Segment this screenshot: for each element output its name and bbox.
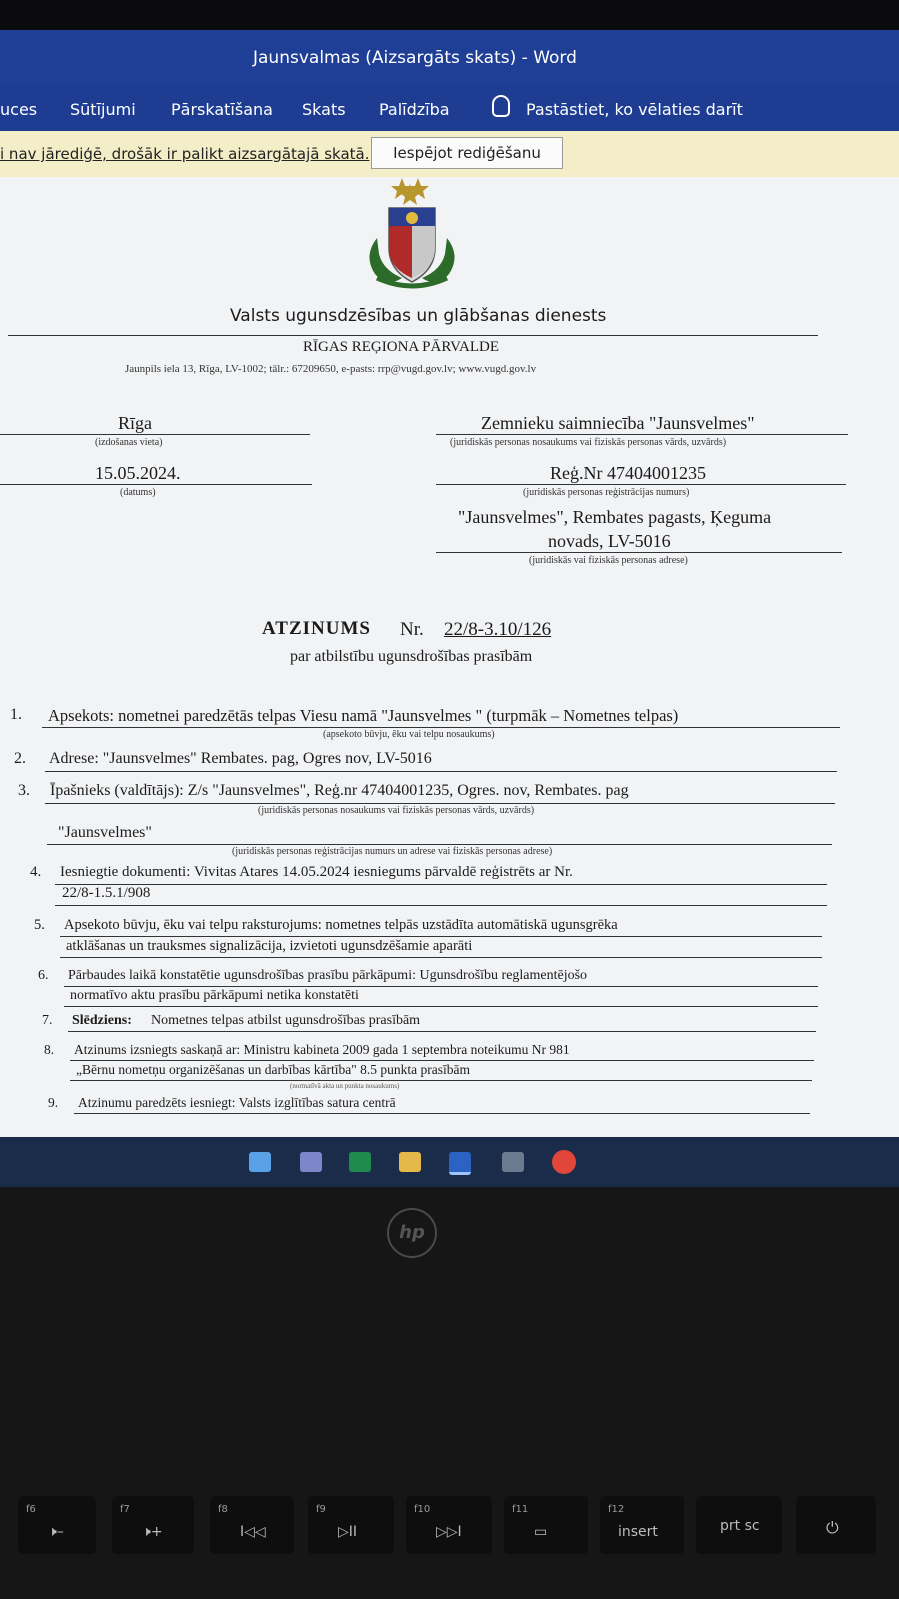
key-power[interactable]: ⏻ bbox=[796, 1496, 876, 1554]
item-line bbox=[70, 1060, 814, 1061]
item-1-text: Apsekots: nometnei paredzētās telpas Viesu namā "Jaunsvelmes " (turpmāk – Nometnes telpas) bbox=[48, 706, 679, 725]
protected-view-message: i nav jārediģē, drošāk ir palikt aizsargātajā skatā. bbox=[0, 145, 370, 163]
tab-help[interactable]: Palīdzība bbox=[379, 100, 450, 119]
item-number: 1. bbox=[10, 706, 22, 723]
item-line bbox=[55, 905, 827, 906]
word-icon[interactable] bbox=[449, 1152, 471, 1175]
tab-references[interactable]: uces bbox=[0, 100, 38, 119]
item-3-text: Īpašnieks (valdītājs): Z/s "Jaunsvelmes", Reģ.nr 47404001235, Ogres. nov, Rembates. pag bbox=[50, 782, 629, 799]
item-5-text: Apsekoto būvju, ēku vai telpu raksturojums: nometnes telpās uzstādīta automātiskā ugunsgrēka bbox=[64, 917, 618, 933]
key-f7-volume-up[interactable]: f7 🕨+ bbox=[112, 1496, 194, 1554]
entity-name: Zemnieku saimniecība "Jaunsvelmes" bbox=[481, 413, 755, 433]
heading-nr-label: Nr. bbox=[400, 619, 424, 640]
item-line bbox=[42, 727, 840, 728]
document-subheading: par atbilstību ugunsdrošības prasībām bbox=[290, 648, 533, 665]
item-line bbox=[70, 1080, 812, 1081]
reg-caption: (juridiskās personas reģistrācijas numurs) bbox=[523, 487, 690, 498]
calculator-icon[interactable] bbox=[502, 1152, 524, 1172]
tab-mailings[interactable]: Sūtījumi bbox=[70, 100, 136, 119]
key-print-screen[interactable]: prt sc bbox=[696, 1496, 782, 1554]
issue-date: 15.05.2024. bbox=[95, 463, 181, 483]
chrome-icon[interactable] bbox=[552, 1150, 576, 1174]
item-line bbox=[60, 936, 822, 937]
teams-chat-icon[interactable] bbox=[300, 1152, 322, 1172]
item-line bbox=[45, 771, 837, 772]
key-f12-insert[interactable]: f12 insert bbox=[600, 1496, 684, 1554]
item-8-caption: (normatīvā akta un punkta nosaukums) bbox=[290, 1082, 400, 1090]
windows-start-icon[interactable] bbox=[249, 1152, 271, 1172]
lightbulb-icon bbox=[492, 95, 510, 117]
file-explorer-icon[interactable] bbox=[399, 1152, 421, 1172]
protected-view-bar bbox=[0, 131, 899, 178]
item-number: 6. bbox=[38, 968, 49, 983]
item-7-bold: Slēdziens: bbox=[72, 1013, 132, 1028]
item-number: 9. bbox=[48, 1095, 59, 1110]
item-number: 5. bbox=[34, 917, 45, 933]
address-line-2: novads, LV-5016 bbox=[548, 531, 671, 551]
date-caption: (datums) bbox=[120, 487, 156, 498]
registration-number: Reģ.Nr 47404001235 bbox=[550, 463, 706, 483]
item-number: 3. bbox=[18, 782, 30, 799]
item-6-line2: normatīvo aktu prasību pārkāpumi netika konstatēti bbox=[70, 988, 359, 1003]
contact-line: Jaunpils iela 13, Rīga, LV-1002; tālr.: 67209650, e-pasts: rrp@vugd.gov.lv; www.vugd.gov.lv bbox=[125, 363, 537, 375]
tab-view[interactable]: Skats bbox=[302, 100, 346, 119]
key-f8-previous[interactable]: f8 I◁◁ bbox=[210, 1496, 294, 1554]
entity-caption: (juridiskās personas nosaukums vai fiziskās personas vārds, uzvārds) bbox=[450, 437, 727, 448]
item-line bbox=[47, 844, 832, 845]
item-3-caption: (juridiskās personas nosaukums vai fiziskās personas vārds, uzvārds) bbox=[258, 805, 535, 816]
excel-icon[interactable] bbox=[349, 1152, 371, 1172]
entity-line bbox=[436, 434, 848, 435]
region-name: RĪGAS REĢIONA PĀRVALDE bbox=[303, 339, 500, 355]
item-line bbox=[45, 803, 835, 804]
key-f11-screen[interactable]: f11 ▭ bbox=[504, 1496, 588, 1554]
key-f6-volume-down[interactable]: f6 🕨– bbox=[18, 1496, 96, 1554]
item-8-line2: „Bērnu nometņu organizēšanas un darbības kārtība" 8.5 punkta prasībām bbox=[76, 1062, 471, 1077]
header-rule bbox=[8, 335, 818, 336]
place-caption: (izdošanas vieta) bbox=[95, 437, 163, 448]
word-title-bar bbox=[0, 30, 899, 85]
place-line bbox=[0, 434, 310, 435]
item-3-caption2: (juridiskās personas reģistrācijas numurs un adrese vai fiziskās personas adrese) bbox=[232, 846, 553, 857]
item-4-line2: 22/8-1.5.1/908 bbox=[62, 885, 151, 901]
agency-name: Valsts ugunsdzēsības un glābšanas dienests bbox=[230, 306, 607, 326]
item-3-line2: "Jaunsvelmes" bbox=[58, 824, 152, 841]
item-8-text: Atzinums izsniegts saskaņā ar: Ministru kabineta 2009 gada 1 septembra noteikumu Nr 981 bbox=[74, 1042, 570, 1057]
issue-place: Rīga bbox=[118, 413, 152, 433]
key-f10-next[interactable]: f10 ▷▷I bbox=[406, 1496, 492, 1554]
enable-editing-button[interactable]: Iespējot rediģēšanu bbox=[371, 137, 563, 169]
ribbon-tabs bbox=[0, 85, 899, 131]
item-line bbox=[74, 1113, 810, 1114]
item-9-text: Atzinumu paredzēts iesniegt: Valsts izglītības satura centrā bbox=[78, 1095, 396, 1110]
item-line bbox=[64, 1006, 818, 1007]
item-line bbox=[55, 884, 827, 885]
item-number: 4. bbox=[30, 864, 42, 880]
address-line-1: "Jaunsvelmes", Rembates pagasts, Ķeguma bbox=[458, 507, 772, 527]
document-number: 22/8-3.10/126 bbox=[444, 619, 552, 640]
item-6-text: Pārbaudes laikā konstatētie ugunsdrošības prasību pārkāpumi: Ugunsdrošību reglamentējošo bbox=[68, 968, 588, 983]
item-line bbox=[68, 1031, 816, 1032]
item-1-caption: (apsekoto būvju, ēku vai telpu nosaukums) bbox=[323, 729, 495, 740]
window-title: Jaunsvalmas (Aizsargāts skats) - Word bbox=[253, 48, 577, 68]
address-line bbox=[436, 552, 842, 553]
address-caption: (juridiskās vai fiziskās personas adrese) bbox=[529, 555, 688, 566]
reg-line bbox=[436, 484, 846, 485]
date-line bbox=[0, 484, 312, 485]
item-line bbox=[64, 986, 818, 987]
document-heading: ATZINUMS bbox=[262, 618, 371, 639]
tell-me-search[interactable]: Pastāstiet, ko vēlaties darīt bbox=[526, 100, 743, 119]
item-number: 2. bbox=[14, 750, 26, 767]
item-4-text: Iesniegtie dokumenti: Vivitas Atares 14.05.2024 iesniegums pārvaldē reģistrēts ar Nr. bbox=[60, 864, 573, 880]
screen-bezel bbox=[0, 0, 899, 30]
item-number: 8. bbox=[44, 1042, 55, 1057]
item-7-text: Nometnes telpas atbilst ugunsdrošības prasībām bbox=[151, 1013, 421, 1028]
key-f9-play-pause[interactable]: f9 ▷II bbox=[308, 1496, 394, 1554]
coat-of-arms-icon bbox=[357, 178, 467, 294]
item-2-text: Adrese: "Jaunsvelmes" Rembates. pag, Ogres nov, LV-5016 bbox=[49, 750, 432, 767]
item-5-line2: atklāšanas un trauksmes signalizācija, izvietoti ugunsdzēšamie aparāti bbox=[66, 938, 473, 954]
tab-review[interactable]: Pārskatīšana bbox=[171, 100, 273, 119]
item-line bbox=[60, 957, 822, 958]
hp-logo-icon: hp bbox=[387, 1208, 437, 1258]
item-number: 7. bbox=[42, 1013, 53, 1028]
